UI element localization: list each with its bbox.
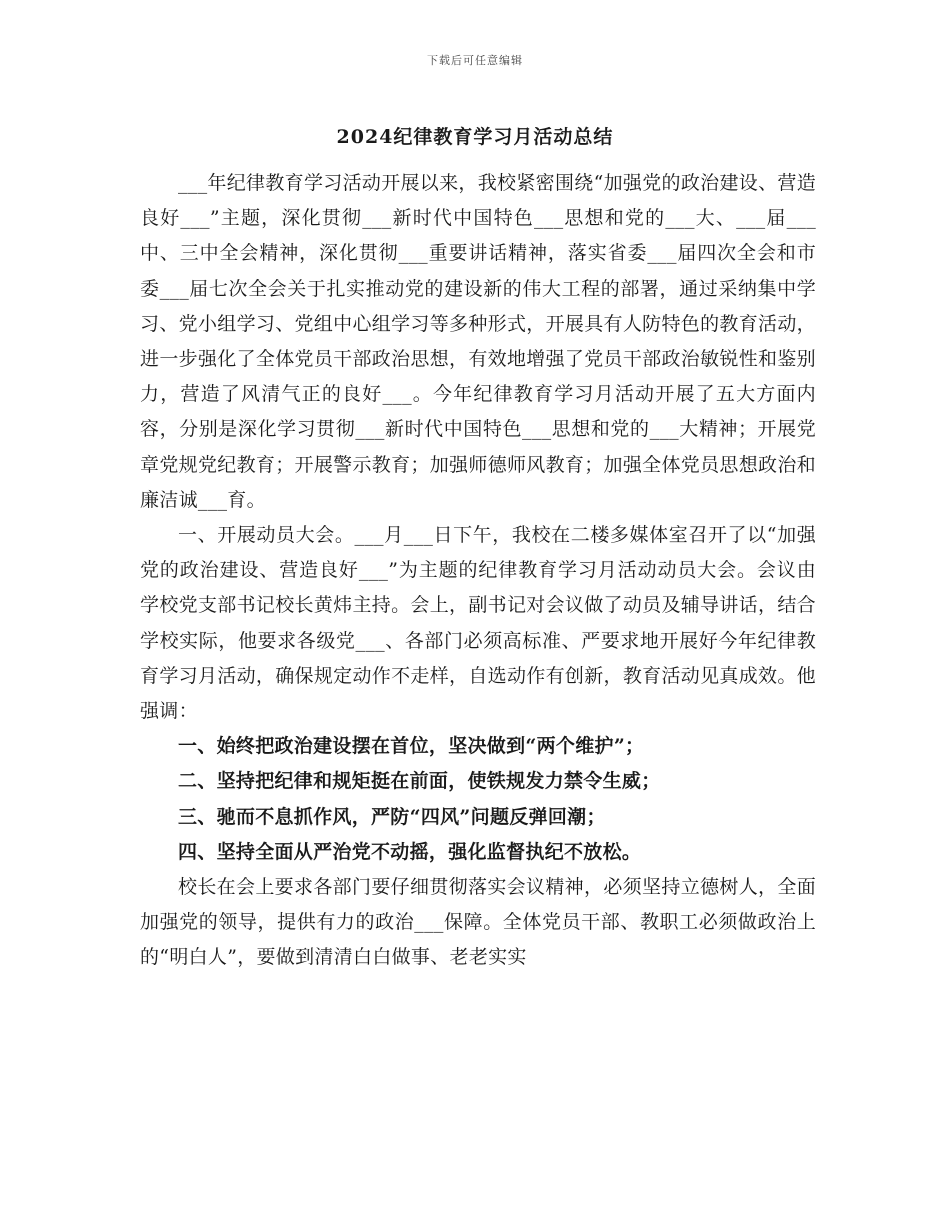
mobilization-paragraph: 一、开展动员大会。___月___日下午，我校在二楼多媒体室召开了以“加强党的政治建设、营造良好___”为主题的纪律教育学习月活动动员大会。会议由学校党支部书记校长黄炜主持。会上，副书记对会议做了动员及辅导讲话，结合学校实际，他要求各级党___、各部门必须高标准、严要求地开展好今年纪律教育学习月活动，确保规定动作不走样，自选动作有创新，教育活动见真成效。他强调： — [140, 524, 816, 723]
key-point-4: 四、坚持全面从严治党不动摇，强化监督执纪不放松。 — [178, 840, 642, 863]
intro-paragraph: ___年纪律教育学习活动开展以来，我校紧密围绕“加强党的政治建设、营造良好___”主题，深化贯彻___新时代中国特色___思想和党的___大、___届___中、三中全会精神，深化贯彻___重要讲话精神，落实省委___届四次全会和市委___届七次全会关于扎实推动党的建设新的伟大工程的部署，通过采纳集中学习、党小组学习、党组中心组学习等多种形式，开展具有人防特色的教育活动，进一步强化了全体党员干部政治思想，有效地增强了党员干部政治敏锐性和鉴别力，营造了风清气正的良好___。今年纪律教育学习月活动开展了五大方面内容，分别是深化学习贯彻___新时代中国特色___思想和党的___大精神；开展党章党规党纪教育；开展警示教育；加强师德师风教育；加强全体党员思想政治和廉洁诚___育。 — [140, 172, 816, 511]
document-title: 2024纪律教育学习月活动总结 — [336, 126, 614, 148]
key-point-3: 三、驰而不息抓作风，严防“四风”问题反弹回潮； — [178, 805, 606, 828]
principal-paragraph: 校长在会上要求各部门要仔细贯彻落实会议精神，必须坚持立德树人，全面加强党的领导，提供有力的政治___保障。全体党员干部、教职工必须做政治上的“明白人”，要做到清清白白做事、老老实实 — [140, 876, 816, 969]
page-header-note: 下载后可任意编辑 — [427, 54, 523, 67]
document-body — [140, 166, 816, 976]
key-point-1: 一、始终把政治建设摆在首位，坚决做到“两个维护”； — [178, 735, 645, 758]
key-point-2: 二、坚持把纪律和规矩挺在前面，使铁规发力禁令生威； — [178, 770, 661, 793]
